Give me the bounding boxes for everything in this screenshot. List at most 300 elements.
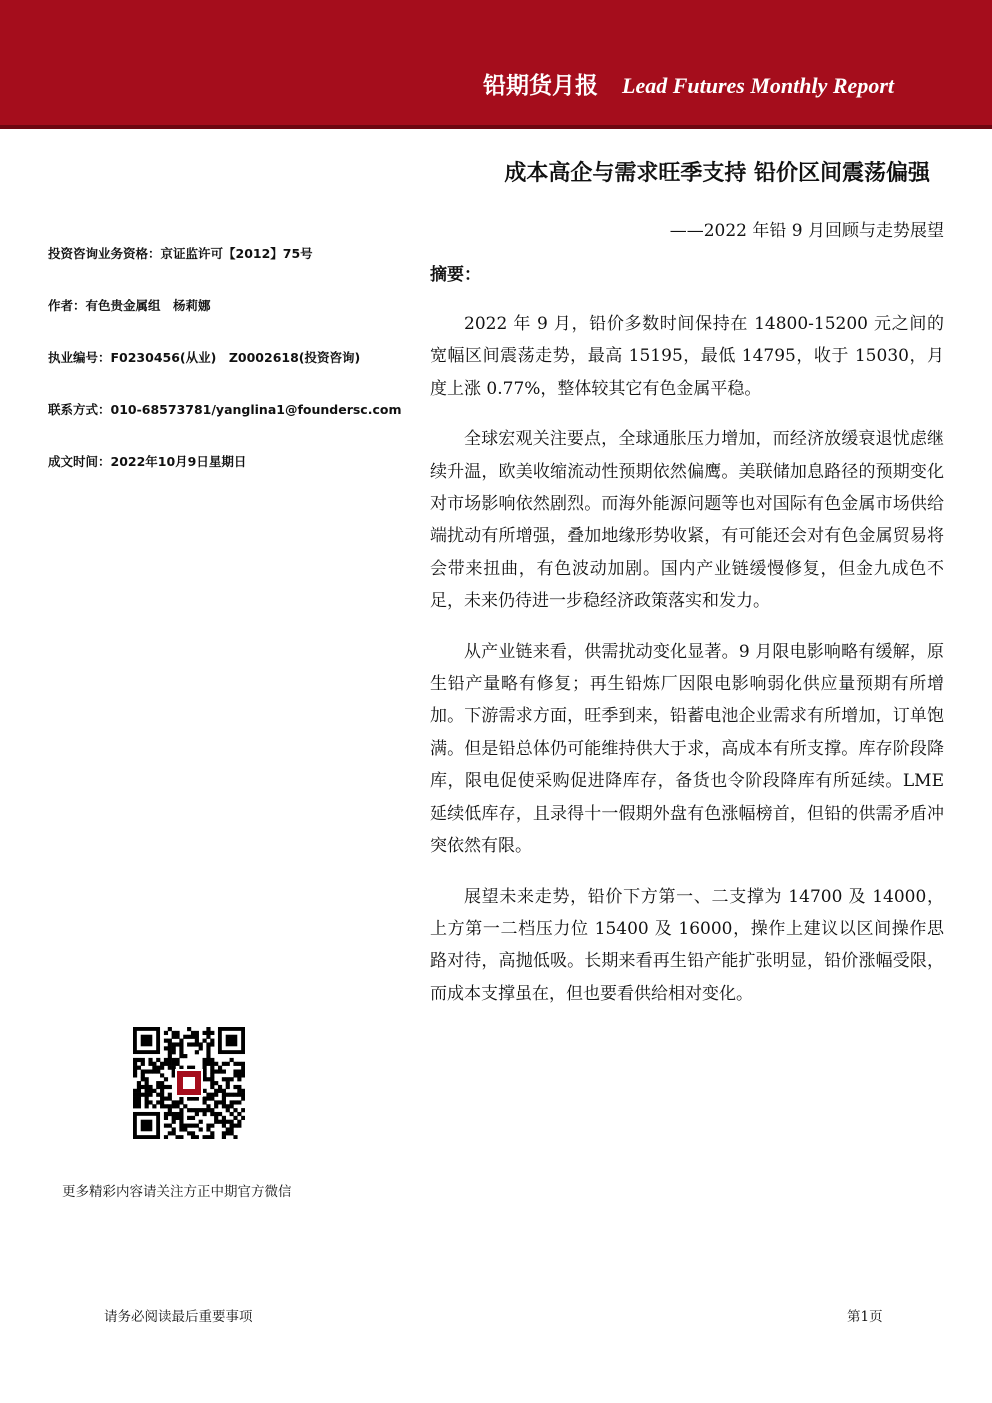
qr-module (179, 1120, 183, 1124)
qr-module (237, 1062, 241, 1066)
qr-module (203, 1069, 207, 1073)
qr-module (133, 1058, 137, 1062)
qr-module (230, 1058, 234, 1062)
qr-module (168, 1058, 172, 1062)
publish-date: 成文时间：2022年10月9日星期日 (48, 454, 247, 469)
qr-module (160, 1097, 164, 1101)
qr-module (148, 1058, 152, 1062)
qr-module (141, 1069, 145, 1073)
qr-module (152, 1066, 156, 1070)
qr-module (160, 1081, 164, 1085)
qr-module (214, 1093, 218, 1097)
qr-module (164, 1077, 168, 1081)
qr-module (191, 1116, 195, 1120)
qr-module (175, 1031, 179, 1035)
qr-module (230, 1104, 234, 1108)
qr-finder-inner (226, 1035, 238, 1047)
qr-module (137, 1081, 141, 1085)
qr-module (172, 1131, 176, 1135)
qr-module (152, 1062, 156, 1066)
qr-module (141, 1062, 145, 1066)
qr-module (237, 1077, 241, 1081)
qr-module (164, 1031, 168, 1035)
qr-module (137, 1100, 141, 1104)
qr-module (226, 1093, 230, 1097)
qr-module (137, 1097, 141, 1101)
qr-module (203, 1135, 207, 1139)
qr-module (179, 1135, 183, 1139)
qr-module (230, 1131, 234, 1135)
qr-module (206, 1108, 210, 1112)
report-title: 成本高企与需求旺季支持 铅价区间震荡偏强 (504, 161, 930, 186)
qr-module (218, 1112, 222, 1116)
page-number: 第1页 (847, 1309, 883, 1325)
qr-module (137, 1066, 141, 1070)
qr-module (230, 1124, 234, 1128)
qr-module (222, 1131, 226, 1135)
qr-module (195, 1097, 199, 1101)
qr-module (172, 1104, 176, 1108)
qr-module (145, 1104, 149, 1108)
qr-module (145, 1085, 149, 1089)
qr-module (233, 1062, 237, 1066)
author-info-panel (48, 232, 418, 492)
contact-info[interactable]: 联系方式：010-68573781/yanglina1@foundersc.com (48, 402, 402, 417)
qr-module (199, 1042, 203, 1046)
qr-module (214, 1081, 218, 1085)
qr-module (237, 1093, 241, 1097)
qr-module (222, 1097, 226, 1101)
qr-module (237, 1100, 241, 1104)
qr-module (156, 1066, 160, 1070)
qr-module (241, 1093, 245, 1097)
report-type-cn: 铅期货月报 (483, 73, 599, 99)
qr-module (133, 1066, 137, 1070)
qr-module (214, 1089, 218, 1093)
qr-module (156, 1093, 160, 1097)
qr-module (222, 1089, 226, 1093)
qr-module (175, 1104, 179, 1108)
qr-module (133, 1100, 137, 1104)
qr-module (206, 1058, 210, 1062)
qr-module (218, 1120, 222, 1124)
qr-module (214, 1100, 218, 1104)
qr-module (172, 1112, 176, 1116)
qr-module (226, 1077, 230, 1081)
qr-module (191, 1108, 195, 1112)
qr-module (199, 1046, 203, 1050)
qr-module (226, 1131, 230, 1135)
qr-module (148, 1062, 152, 1066)
qr-module (222, 1093, 226, 1097)
qr-module (191, 1097, 195, 1101)
qr-module (226, 1104, 230, 1108)
qr-module (168, 1042, 172, 1046)
qr-module (164, 1097, 168, 1101)
qr-module (160, 1100, 164, 1104)
qr-module (148, 1093, 152, 1097)
qr-module (168, 1054, 172, 1058)
qr-module (152, 1104, 156, 1108)
abstract-paragraph: 2022 年 9 月，铅价多数时间保持在 14800-15200 元之间的宽幅区间震荡走势，最高 15195，最低 14795，收于 15030，月度上涨 0.77%，整体较其它有色金属平稳。 (430, 314, 944, 399)
qr-module (179, 1050, 183, 1054)
qr-module (233, 1093, 237, 1097)
qr-module (203, 1058, 207, 1062)
qr-module (141, 1058, 145, 1062)
qr-module (195, 1042, 199, 1046)
qr-module (137, 1085, 141, 1089)
qr-module (168, 1124, 172, 1128)
qr-module (206, 1050, 210, 1054)
qr-module (210, 1124, 214, 1128)
qr-module (214, 1120, 218, 1124)
qr-module (203, 1031, 207, 1035)
qr-module (183, 1054, 187, 1058)
qr-module (226, 1085, 230, 1089)
qr-module (206, 1035, 210, 1039)
qr-module (148, 1100, 152, 1104)
qr-module (206, 1054, 210, 1058)
qr-module (230, 1077, 234, 1081)
qr-module (210, 1097, 214, 1101)
qr-module (203, 1108, 207, 1112)
qr-module (226, 1127, 230, 1131)
qr-module (148, 1085, 152, 1089)
qr-module (210, 1112, 214, 1116)
qr-module (210, 1081, 214, 1085)
qr-module (172, 1062, 176, 1066)
qr-module (164, 1104, 168, 1108)
qr-module (137, 1058, 141, 1062)
qr-module (214, 1069, 218, 1073)
qr-module (214, 1104, 218, 1108)
qr-module (218, 1085, 222, 1089)
qr-finder-inner (141, 1035, 153, 1047)
qr-module (164, 1085, 168, 1089)
qr-module (156, 1069, 160, 1073)
qr-module (214, 1062, 218, 1066)
qr-module (172, 1116, 176, 1120)
qr-module (226, 1081, 230, 1085)
qr-module (214, 1116, 218, 1120)
qr-module (210, 1108, 214, 1112)
qr-module (148, 1089, 152, 1093)
qr-module (195, 1124, 199, 1128)
qr-module (210, 1058, 214, 1062)
qr-module (241, 1062, 245, 1066)
qr-module (172, 1120, 176, 1124)
qr-module (175, 1135, 179, 1139)
qr-module (203, 1066, 207, 1070)
qr-module (160, 1066, 164, 1070)
qr-module (195, 1050, 199, 1054)
qr-module (195, 1031, 199, 1035)
qr-module (172, 1035, 176, 1039)
qr-module (222, 1104, 226, 1108)
qr-module (145, 1100, 149, 1104)
qr-module (241, 1116, 245, 1120)
qr-module (168, 1093, 172, 1097)
qr-module (203, 1062, 207, 1066)
qr-module (191, 1042, 195, 1046)
qr-module (172, 1050, 176, 1054)
qr-module (168, 1104, 172, 1108)
qr-module (241, 1069, 245, 1073)
qr-module (233, 1116, 237, 1120)
qr-module (168, 1039, 172, 1043)
qr-module (160, 1093, 164, 1097)
qr-module (187, 1131, 191, 1135)
qr-module (187, 1042, 191, 1046)
qr-module (172, 1100, 176, 1104)
qr-module (133, 1097, 137, 1101)
qr-module (237, 1073, 241, 1077)
qr-module (133, 1104, 137, 1108)
qr-module (164, 1135, 168, 1139)
qr-module (214, 1112, 218, 1116)
abstract-paragraph: 从产业链来看，供需扰动变化显著。9 月限电影响略有缓解，原生铅产量略有修复；再生铅炼厂因限电影响弱化供应量预期有所增加。下游需求方面，旺季到来，铅蓄电池企业需求有所增加，订单饱满。但是铅总体仍可能维持供大于求，高成本有所支撑。库存阶段降库，限电促使采购促进降库存，备货也令阶段降库有所延续。LME 延续低库存，且录得十一假期外盘有色涨幅榜首，但铅的供需矛盾冲突依然有限。 (430, 641, 944, 857)
qr-module (187, 1097, 191, 1101)
qr-module (218, 1100, 222, 1104)
qr-module (175, 1112, 179, 1116)
qr-module (233, 1135, 237, 1139)
qr-module (137, 1093, 141, 1097)
qr-module (183, 1035, 187, 1039)
qr-module (195, 1112, 199, 1116)
qr-module (179, 1046, 183, 1050)
qr-module (179, 1127, 183, 1131)
qr-module (179, 1039, 183, 1043)
author-info: 作者：有色贵金属组 杨莉娜 (48, 298, 211, 313)
qr-module (206, 1046, 210, 1050)
qr-module (218, 1089, 222, 1093)
license-info: 投资咨询业务资格：京证监许可【2012】75号 (48, 246, 313, 261)
qr-module (164, 1116, 168, 1120)
qr-module (179, 1108, 183, 1112)
qr-module (222, 1124, 226, 1128)
qr-module (160, 1089, 164, 1093)
qr-module (145, 1089, 149, 1093)
qr-module (203, 1077, 207, 1081)
qr-module (199, 1120, 203, 1124)
qr-module (164, 1062, 168, 1066)
qr-module (164, 1046, 168, 1050)
qr-module (168, 1097, 172, 1101)
qr-module (210, 1073, 214, 1077)
qr-module (160, 1085, 164, 1089)
qr-module (168, 1027, 172, 1031)
qr-module (241, 1097, 245, 1101)
qr-module (179, 1097, 183, 1101)
report-header (483, 68, 894, 106)
qr-module (183, 1104, 187, 1108)
qr-module (233, 1069, 237, 1073)
qr-module (156, 1081, 160, 1085)
qr-module (168, 1108, 172, 1112)
qr-module (160, 1073, 164, 1077)
qr-module (230, 1127, 234, 1131)
qr-module (191, 1131, 195, 1135)
qr-module (137, 1104, 141, 1108)
qr-module (175, 1100, 179, 1104)
qr-module (168, 1085, 172, 1089)
qr-module (195, 1108, 199, 1112)
header-divider (0, 125, 992, 129)
qr-module (168, 1131, 172, 1135)
report-type-en: Lead Futures Monthly Report (622, 73, 894, 98)
qr-module (133, 1069, 137, 1073)
qr-module (168, 1112, 172, 1116)
qr-module (206, 1104, 210, 1108)
qr-module (199, 1127, 203, 1131)
qr-module (203, 1097, 207, 1101)
qr-module (203, 1073, 207, 1077)
qr-module (175, 1042, 179, 1046)
qr-module (206, 1077, 210, 1081)
qr-module (233, 1085, 237, 1089)
qr-module (156, 1058, 160, 1062)
qr-module (226, 1062, 230, 1066)
qr-module (175, 1062, 179, 1066)
qr-module (168, 1062, 172, 1066)
qr-module (191, 1031, 195, 1035)
qr-module (187, 1124, 191, 1128)
qr-module (160, 1062, 164, 1066)
abstract-paragraph: 全球宏观关注要点，全球通胀压力增加，而经济放缓衰退忧虑继续升温，欧美收缩流动性预期依然偏鹰。美联储加息路径的预期变化对市场影响依然剧烈。而海外能源问题等也对国际有色金属市场供给端扰动有所增强，叠加地缘形势收紧，有可能还会对有色金属贸易将会带来扭曲，有色波动加剧。国内产业链缓慢修复，但金九成色不足，未来仍待进一步稳经济政策落实和发力。 (430, 429, 944, 612)
qr-module (145, 1077, 149, 1081)
qr-module (206, 1042, 210, 1046)
qr-module (237, 1069, 241, 1073)
qr-module (206, 1031, 210, 1035)
report-subtitle: ——2022 年铅 9 月回顾与走势展望 (669, 221, 944, 241)
qr-module (133, 1089, 137, 1093)
qr-module (164, 1039, 168, 1043)
qr-module (195, 1135, 199, 1139)
qr-module (152, 1069, 156, 1073)
qr-module (210, 1069, 214, 1073)
qr-module (175, 1058, 179, 1062)
qr-module (179, 1112, 183, 1116)
qr-module (233, 1124, 237, 1128)
qr-module (237, 1085, 241, 1089)
qr-module (237, 1112, 241, 1116)
qr-module (237, 1120, 241, 1124)
qr-module (206, 1124, 210, 1128)
qr-module (164, 1112, 168, 1116)
qr-module (210, 1062, 214, 1066)
qr-module (222, 1135, 226, 1139)
qr-finder-inner (141, 1120, 153, 1132)
qr-module (203, 1112, 207, 1116)
qr-module (133, 1073, 137, 1077)
qr-caption: 更多精彩内容请关注方正中期官方微信 (62, 1184, 292, 1200)
qr-module (191, 1124, 195, 1128)
qr-module (187, 1116, 191, 1120)
qr-module (210, 1042, 214, 1046)
qr-module (172, 1031, 176, 1035)
qr-module (241, 1066, 245, 1070)
qr-module (230, 1093, 234, 1097)
qr-module (206, 1097, 210, 1101)
qr-code-graphic (133, 1027, 245, 1139)
qr-module (210, 1093, 214, 1097)
qr-module (241, 1089, 245, 1093)
qr-module (168, 1066, 172, 1070)
qr-module (172, 1046, 176, 1050)
qr-module (179, 1124, 183, 1128)
qr-module (222, 1100, 226, 1104)
qr-logo-mark (183, 1077, 195, 1089)
qr-module (168, 1046, 172, 1050)
qr-module (222, 1120, 226, 1124)
qr-module (233, 1108, 237, 1112)
qr-module (168, 1050, 172, 1054)
qr-module (241, 1073, 245, 1077)
qr-module (148, 1069, 152, 1073)
qr-module (152, 1089, 156, 1093)
qr-module (230, 1112, 234, 1116)
qr-module (179, 1042, 183, 1046)
qr-module (222, 1062, 226, 1066)
qr-module (145, 1097, 149, 1101)
qr-module (203, 1100, 207, 1104)
qr-module (183, 1124, 187, 1128)
qr-module (206, 1135, 210, 1139)
qr-module (206, 1062, 210, 1066)
qr-module (187, 1027, 191, 1031)
qr-module (141, 1093, 145, 1097)
qr-module (226, 1108, 230, 1112)
qr-module (203, 1089, 207, 1093)
qr-module (179, 1116, 183, 1120)
qr-module (145, 1081, 149, 1085)
registration-number: 执业编号：F0230456(从业) Z0002618(投资咨询) (48, 350, 361, 365)
qr-module (172, 1058, 176, 1062)
qr-module (203, 1039, 207, 1043)
qr-module (210, 1131, 214, 1135)
qr-module (133, 1062, 137, 1066)
qr-module (156, 1100, 160, 1104)
qr-module (156, 1085, 160, 1089)
qr-module (172, 1042, 176, 1046)
qr-module (172, 1127, 176, 1131)
qr-module (175, 1116, 179, 1120)
qr-module (210, 1085, 214, 1089)
abstract-paragraph: 展望未来走势，铅价下方第一、二支撑为 14700 及 14000，上方第一二档压力位 15400 及 16000，操作上建议以区间操作思路对待，高抛低吸。长期来看再生铅产能扩张明显，铅价涨幅受限，而成本支撑虽在，但也要看供给相对变化。 (430, 886, 944, 1004)
qr-module (230, 1100, 234, 1104)
qr-module (175, 1035, 179, 1039)
qr-module (183, 1127, 187, 1131)
qr-module (164, 1058, 168, 1062)
abstract-heading: 摘要： (430, 265, 481, 285)
qr-module (222, 1069, 226, 1073)
qr-module (145, 1093, 149, 1097)
qr-module (179, 1100, 183, 1104)
qr-module (191, 1035, 195, 1039)
qr-module (141, 1077, 145, 1081)
qr-module (141, 1085, 145, 1089)
footer-disclaimer: 请务必阅读最后重要事项 (104, 1309, 253, 1325)
qr-module (141, 1073, 145, 1077)
qr-module (145, 1069, 149, 1073)
qr-module (206, 1093, 210, 1097)
qr-module (137, 1089, 141, 1093)
header-band (0, 0, 992, 125)
qr-module (218, 1066, 222, 1070)
qr-module (237, 1089, 241, 1093)
qr-module (237, 1124, 241, 1128)
qr-module (206, 1127, 210, 1131)
